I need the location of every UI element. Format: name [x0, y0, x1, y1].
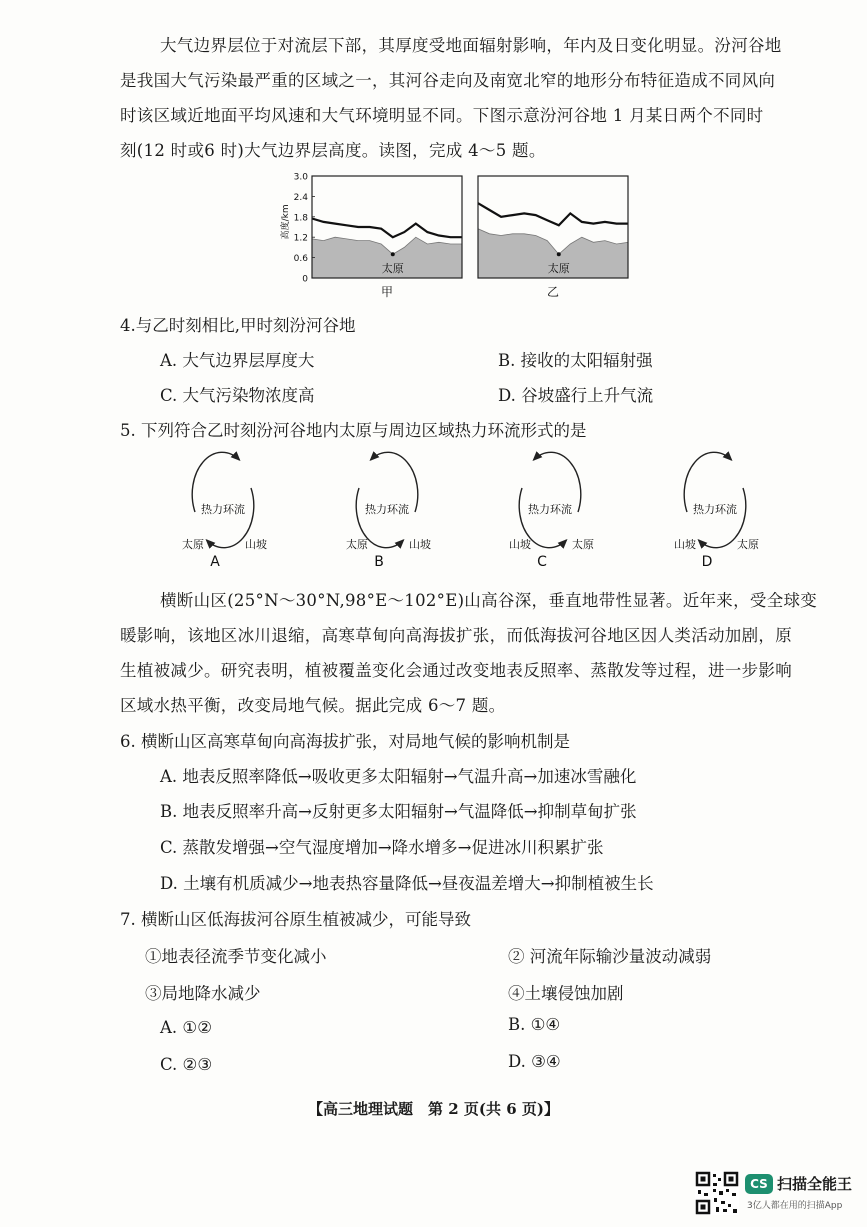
taiyuan-point	[391, 252, 395, 256]
q6-option-d[interactable]: D. 土壤有机质减少→地表热容量降低→昼夜温差增大→抑制植被生长	[160, 874, 654, 893]
left-place-label: 山坡	[674, 538, 696, 551]
left-place-label: 山坡	[509, 538, 531, 551]
intro-line: 区域水热平衡，改变局地气候。据此完成 6～7 题。	[120, 696, 506, 715]
right-place-label: 太原	[737, 538, 759, 551]
page-footer: 【高三地理试题 第 2 页(共 6 页)】	[308, 1100, 559, 1118]
right-place-label: 太原	[572, 538, 594, 551]
place-label: 太原	[547, 262, 570, 276]
q4-option-a[interactable]: A. 大气边界层厚度大	[160, 351, 315, 370]
option-letter: D	[701, 554, 713, 570]
q4-option-d[interactable]: D. 谷坡盛行上升气流	[498, 386, 654, 405]
q6-option-a[interactable]: A. 地表反照率降低→吸收更多太阳辐射→气温升高→加速冰雪融化	[160, 767, 637, 786]
q7-statement-4: ④土壤侵蚀加剧	[508, 984, 624, 1003]
y-tick-label: 0.6	[293, 254, 308, 265]
right-place-label: 山坡	[245, 538, 267, 551]
boundary-layer-figure	[270, 168, 640, 308]
taiyuan-point	[557, 252, 561, 256]
y-tick-label: 0	[302, 274, 308, 285]
intro-line: 大气边界层位于对流层下部，其厚度受地面辐射影响，年内及日变化明显。汾河谷地	[160, 36, 782, 55]
intro-line: 生植被减少。研究表明，植被覆盖变化会通过改变地表反照率、蒸散发等过程，进一步影响	[120, 661, 792, 680]
scanner-app-name: 扫描全能王	[777, 1175, 853, 1193]
y-tick-label: 1.8	[293, 213, 308, 224]
circulation-label: 热力环流	[528, 503, 572, 516]
q7-option-a[interactable]: A. ①②	[160, 1018, 212, 1037]
chart-yi	[478, 176, 628, 299]
q7-option-b[interactable]: B. ①④	[508, 1015, 561, 1034]
right-place-label: 山坡	[409, 538, 431, 551]
question-7-stem: 7. 横断山区低海拔河谷原生植被减少，可能导致	[120, 910, 471, 929]
q7-option-d[interactable]: D. ③④	[508, 1052, 561, 1071]
option-letter: C	[537, 554, 547, 570]
circulation-diagram-c[interactable]	[509, 452, 594, 570]
question-5-stem: 5. 下列符合乙时刻汾河谷地内太原与周边区域热力环流形式的是	[120, 421, 587, 440]
intro-line: 暖影响，该地区冰川退缩，高寒草甸向高海拔扩张，而低海拔河谷地区因人类活动加剧，原	[120, 626, 792, 645]
q7-statement-1: ①地表径流季节变化减小	[145, 947, 327, 966]
q6-option-c[interactable]: C. 蒸散发增强→空气湿度增加→降水增多→促进冰川积累扩张	[160, 838, 604, 857]
circulation-label: 热力环流	[365, 503, 409, 516]
intro-paragraph-1	[120, 28, 796, 168]
circulation-diagram-d[interactable]	[674, 452, 759, 570]
panel-label: 甲	[380, 285, 394, 299]
y-tick-label: 1.2	[293, 233, 308, 244]
place-label: 太原	[381, 262, 404, 276]
option-letter: B	[374, 554, 384, 570]
chart-jia	[279, 173, 462, 300]
y-axis-label: 高度/km	[281, 204, 291, 240]
circulation-diagram-a[interactable]	[182, 452, 267, 570]
circulation-label: 热力环流	[693, 503, 737, 516]
scanner-tagline: 3亿人都在用的扫描App	[747, 1201, 843, 1211]
left-place-label: 太原	[346, 538, 368, 551]
question-4-stem: 4.与乙时刻相比,甲时刻汾河谷地	[120, 316, 356, 335]
intro-line: 是我国大气污染最严重的区域之一，其河谷走向及南宽北窄的地形分布特征造成不同风向	[120, 71, 776, 90]
q4-option-c[interactable]: C. 大气污染物浓度高	[160, 386, 315, 405]
scanner-watermark	[695, 1168, 855, 1218]
circulation-diagram-b[interactable]	[346, 452, 431, 570]
q7-statement-2: ② 河流年际输沙量波动减弱	[508, 947, 712, 966]
question-6-stem: 6. 横断山区高寒草甸向高海拔扩张，对局地气候的影响机制是	[120, 732, 570, 751]
circulation-diagrams	[165, 448, 775, 573]
intro-line: 刻(12 时或6 时)大气边界层高度。读图，完成 4～5 题。	[120, 141, 546, 160]
q7-option-c[interactable]: C. ②③	[160, 1055, 213, 1074]
intro-paragraph-2	[120, 583, 818, 723]
left-place-label: 太原	[182, 538, 204, 551]
boundary-layer-line	[312, 219, 462, 238]
circulation-svg	[165, 448, 775, 573]
circulation-label: 热力环流	[201, 503, 245, 516]
boundary-layer-charts	[270, 168, 640, 308]
boundary-layer-line	[478, 203, 628, 225]
intro-line: 横断山区(25°N～30°N,98°E～102°E)山高谷深，垂直地带性显著。近年来，受全球变	[160, 591, 818, 610]
q6-option-b[interactable]: B. 地表反照率升高→反射更多太阳辐射→气温降低→抑制草甸扩张	[160, 802, 637, 821]
panel-label: 乙	[546, 285, 560, 299]
y-tick-label: 3.0	[293, 172, 308, 183]
intro-line: 时该区域近地面平均风速和大气环境明显不同。下图示意汾河谷地 1 月某日两个不同时	[120, 106, 764, 125]
q4-option-b[interactable]: B. 接收的太阳辐射强	[498, 351, 653, 370]
qr-code-icon	[695, 1171, 739, 1215]
y-tick-label: 2.4	[293, 192, 308, 203]
camscanner-logo-icon: CS	[745, 1174, 773, 1194]
option-letter: A	[210, 554, 220, 570]
q7-statement-3: ③局地降水减少	[145, 984, 261, 1003]
